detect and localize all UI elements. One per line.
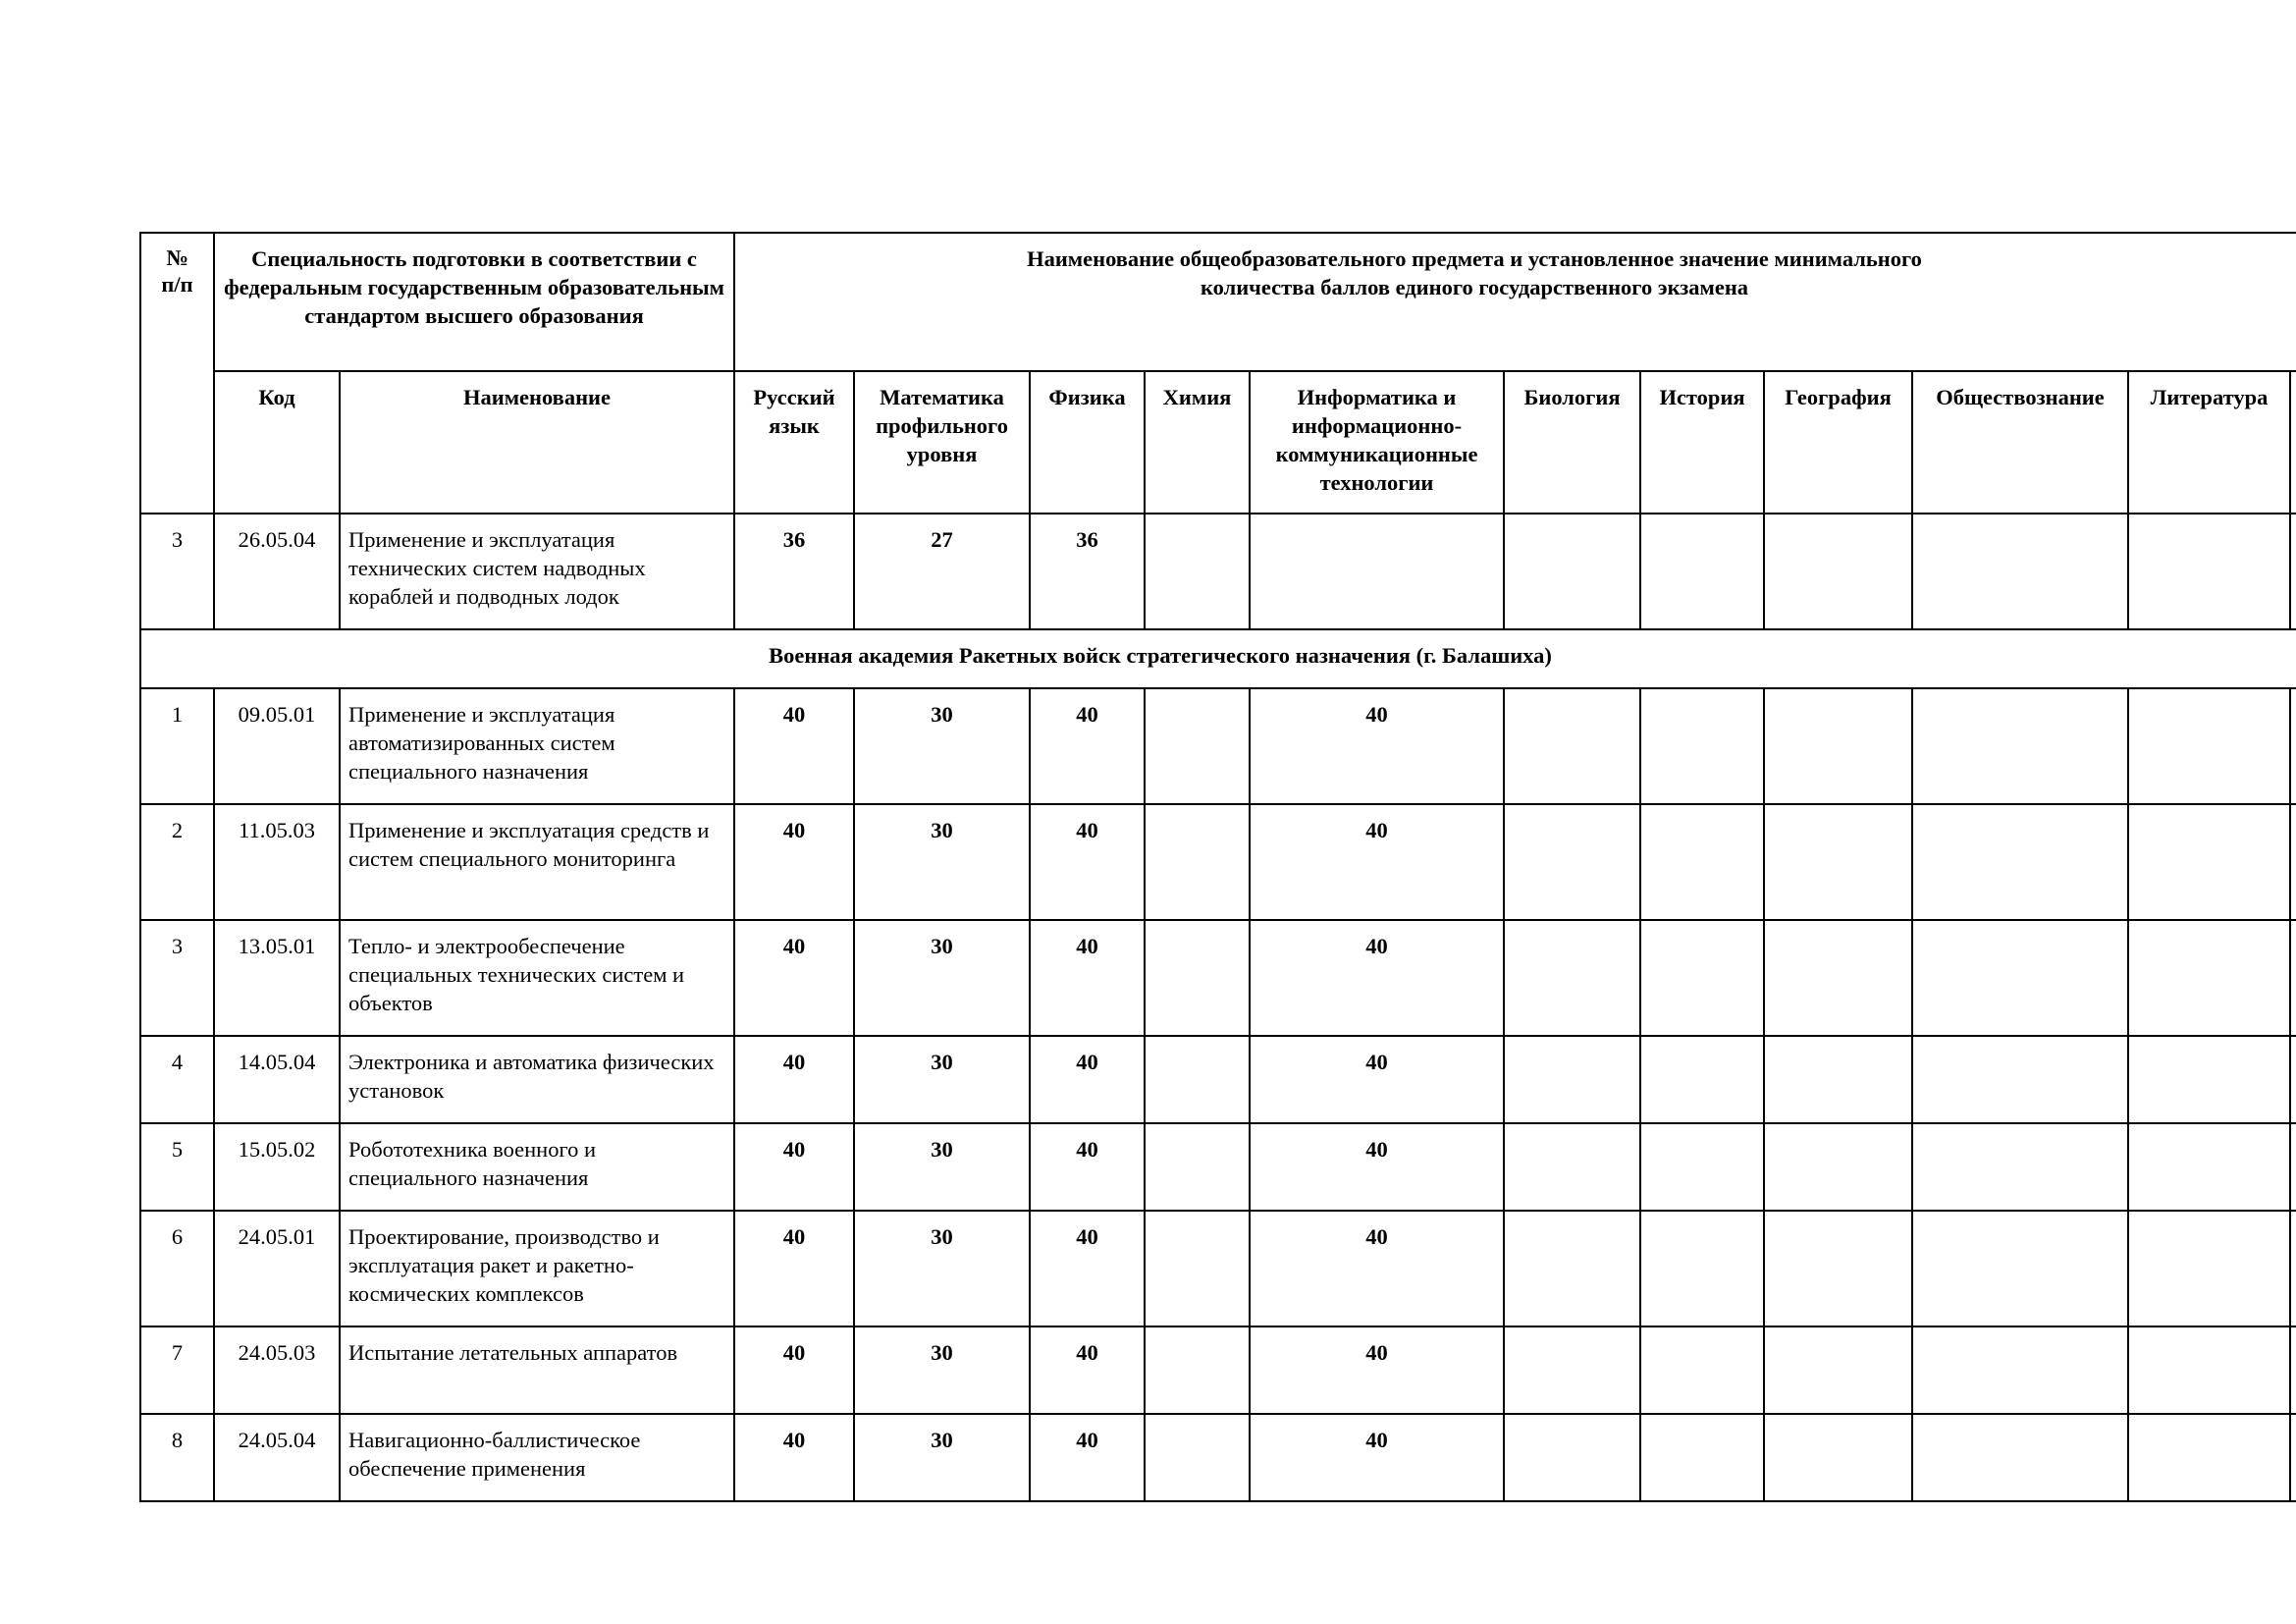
exam-requirements-table: [139, 232, 2296, 1502]
min-score-cell: 30: [854, 1036, 1030, 1123]
subject-header-overflow: [2290, 371, 2296, 514]
overflow-cell: [2290, 1414, 2296, 1501]
header-row-top: [140, 233, 2296, 371]
min-score-cell: 40: [1250, 920, 1504, 1036]
row-number: 7: [140, 1326, 214, 1414]
number-column-header: [140, 233, 214, 514]
min-score-cell: [1504, 688, 1640, 804]
min-score-cell: 30: [854, 688, 1030, 804]
min-score-cell: [1145, 1211, 1250, 1326]
overflow-cell: [2290, 920, 2296, 1036]
min-score-cell: [1145, 688, 1250, 804]
min-score-cell: 36: [734, 514, 854, 629]
overflow-cell: [2290, 1036, 2296, 1123]
specialty-code: 13.05.01: [214, 920, 340, 1036]
specialty-name: Применение и эксплуатация средств и систем специального мониторинга: [340, 804, 734, 920]
min-score-cell: [1640, 1211, 1764, 1326]
subject-header: Литература: [2128, 371, 2290, 514]
min-score-cell: [2128, 1326, 2290, 1414]
subjects-group-header: [734, 233, 2296, 371]
min-score-cell: 40: [1250, 688, 1504, 804]
subject-header: Биология: [1504, 371, 1640, 514]
min-score-cell: [1764, 1123, 1912, 1211]
min-score-cell: [1912, 688, 2128, 804]
min-score-cell: [1912, 1326, 2128, 1414]
min-score-cell: [1764, 1414, 1912, 1501]
row-number: 5: [140, 1123, 214, 1211]
min-score-cell: 40: [1250, 1326, 1504, 1414]
overflow-cell: [2290, 1211, 2296, 1326]
specialty-name: Применение и эксплуатация автоматизированных систем специального назначения: [340, 688, 734, 804]
min-score-cell: 40: [1030, 688, 1145, 804]
specialty-code: 15.05.02: [214, 1123, 340, 1211]
row-number: 3: [140, 514, 214, 629]
min-score-cell: 40: [734, 1414, 854, 1501]
subject-header: Математика профильного уровня: [854, 371, 1030, 514]
overflow-cell: [2290, 1326, 2296, 1414]
subject-header: Химия: [1145, 371, 1250, 514]
min-score-cell: 40: [1250, 804, 1504, 920]
min-score-cell: 40: [734, 1123, 854, 1211]
name-column-header: Наименование: [340, 371, 734, 514]
min-score-cell: [1504, 1123, 1640, 1211]
min-score-cell: [1145, 1326, 1250, 1414]
min-score-cell: 40: [1030, 1414, 1145, 1501]
min-score-cell: [1764, 1211, 1912, 1326]
min-score-cell: [1504, 1326, 1640, 1414]
subject-header: Обществознание: [1912, 371, 2128, 514]
row-number: 6: [140, 1211, 214, 1326]
section-title: [140, 629, 2296, 688]
specialty-name: Робототехника военного и специального назначения: [340, 1123, 734, 1211]
min-score-cell: 30: [854, 920, 1030, 1036]
min-score-cell: [1640, 804, 1764, 920]
min-score-cell: [1640, 920, 1764, 1036]
min-score-cell: 40: [1030, 1211, 1145, 1326]
min-score-cell: 40: [734, 1036, 854, 1123]
overflow-cell: [2290, 1123, 2296, 1211]
min-score-cell: [1504, 920, 1640, 1036]
min-score-cell: [1764, 688, 1912, 804]
min-score-cell: [1504, 804, 1640, 920]
row-number: 1: [140, 688, 214, 804]
min-score-cell: 30: [854, 804, 1030, 920]
min-score-cell: [1764, 1036, 1912, 1123]
min-score-cell: [1250, 514, 1504, 629]
subjects-group-header-text: Наименование общеобразовательного предмета и установленное значение минимального количества баллов единого государственного экзамена: [1027, 246, 1922, 299]
specialty-code: 09.05.01: [214, 688, 340, 804]
min-score-cell: [1640, 1123, 1764, 1211]
table-row: [140, 804, 2296, 920]
overflow-cell: [2290, 804, 2296, 920]
specialty-name: Навигационно-баллистическое обеспечение применения: [340, 1414, 734, 1501]
subject-header: География: [1764, 371, 1912, 514]
section-row: [140, 629, 2296, 688]
min-score-cell: [1640, 1036, 1764, 1123]
min-score-cell: [2128, 920, 2290, 1036]
table-row: [140, 1123, 2296, 1211]
min-score-cell: 40: [734, 688, 854, 804]
specialty-name: Испытание летательных аппаратов: [340, 1326, 734, 1414]
table-row: [140, 514, 2296, 629]
specialty-name: Проектирование, производство и эксплуатация ракет и ракетно-космических комплексов: [340, 1211, 734, 1326]
min-score-cell: 40: [734, 804, 854, 920]
min-score-cell: [1640, 688, 1764, 804]
specialty-name: Применение и эксплуатация технических систем надводных кораблей и подводных лодок: [340, 514, 734, 629]
specialty-code: 24.05.01: [214, 1211, 340, 1326]
min-score-cell: 40: [1030, 804, 1145, 920]
row-number: 3: [140, 920, 214, 1036]
min-score-cell: [2128, 1036, 2290, 1123]
subject-header: Русский язык: [734, 371, 854, 514]
min-score-cell: 30: [854, 1414, 1030, 1501]
min-score-cell: [2128, 1414, 2290, 1501]
specialty-name: Тепло- и электрообеспечение специальных технических систем и объектов: [340, 920, 734, 1036]
min-score-cell: [2128, 804, 2290, 920]
number-header-symbol: №: [166, 245, 188, 270]
min-score-cell: 40: [1250, 1211, 1504, 1326]
min-score-cell: 30: [854, 1326, 1030, 1414]
min-score-cell: 40: [734, 920, 854, 1036]
min-score-cell: [1912, 1123, 2128, 1211]
overflow-cell: [2290, 688, 2296, 804]
subject-header: Информатика и информационно-коммуникационные технологии: [1250, 371, 1504, 514]
table-body: [140, 514, 2296, 1501]
table-row: [140, 1211, 2296, 1326]
min-score-cell: 40: [1030, 920, 1145, 1036]
row-number: 4: [140, 1036, 214, 1123]
min-score-cell: [1640, 514, 1764, 629]
specialty-code: 14.05.04: [214, 1036, 340, 1123]
table-row: [140, 1036, 2296, 1123]
min-score-cell: [1145, 920, 1250, 1036]
min-score-cell: [1764, 804, 1912, 920]
code-column-header: Код: [214, 371, 340, 514]
min-score-cell: 27: [854, 514, 1030, 629]
min-score-cell: [1504, 1211, 1640, 1326]
min-score-cell: 40: [1250, 1414, 1504, 1501]
specialty-code: 11.05.03: [214, 804, 340, 920]
row-number: 2: [140, 804, 214, 920]
min-score-cell: [1764, 1326, 1912, 1414]
specialty-code: 24.05.03: [214, 1326, 340, 1414]
min-score-cell: [1640, 1414, 1764, 1501]
table-row: [140, 920, 2296, 1036]
header-row-sub: [140, 371, 2296, 514]
number-header-abbrev: п/п: [161, 272, 193, 297]
min-score-cell: [1764, 514, 1912, 629]
min-score-cell: [1504, 1036, 1640, 1123]
min-score-cell: 40: [1250, 1123, 1504, 1211]
section-title-text: Военная академия Ракетных войск стратегического назначения (г. Балашиха): [769, 643, 1552, 668]
subject-header: История: [1640, 371, 1764, 514]
min-score-cell: 40: [1030, 1326, 1145, 1414]
min-score-cell: [1912, 514, 2128, 629]
row-number: 8: [140, 1414, 214, 1501]
table-row: [140, 1414, 2296, 1501]
subject-header: Физика: [1030, 371, 1145, 514]
min-score-cell: [1145, 1036, 1250, 1123]
min-score-cell: 40: [734, 1211, 854, 1326]
specialty-name: Электроника и автоматика физических установок: [340, 1036, 734, 1123]
min-score-cell: [1912, 1211, 2128, 1326]
table-row: [140, 688, 2296, 804]
min-score-cell: [1912, 804, 2128, 920]
min-score-cell: [1912, 1036, 2128, 1123]
min-score-cell: [1145, 514, 1250, 629]
min-score-cell: 40: [1030, 1123, 1145, 1211]
min-score-cell: 36: [1030, 514, 1145, 629]
min-score-cell: 30: [854, 1123, 1030, 1211]
min-score-cell: [2128, 514, 2290, 629]
specialty-code: 24.05.04: [214, 1414, 340, 1501]
table-row: [140, 1326, 2296, 1414]
min-score-cell: [2128, 1123, 2290, 1211]
min-score-cell: 30: [854, 1211, 1030, 1326]
min-score-cell: 40: [734, 1326, 854, 1414]
min-score-cell: [1640, 1326, 1764, 1414]
specialty-code: 26.05.04: [214, 514, 340, 629]
min-score-cell: [2128, 688, 2290, 804]
min-score-cell: [1504, 1414, 1640, 1501]
min-score-cell: 40: [1250, 1036, 1504, 1123]
min-score-cell: [1504, 514, 1640, 629]
min-score-cell: [1145, 1123, 1250, 1211]
specialty-group-header: Специальность подготовки в соответствии с федеральным государственным образовательным стандартом высшего образования: [214, 233, 734, 371]
min-score-cell: [1764, 920, 1912, 1036]
min-score-cell: [2128, 1211, 2290, 1326]
min-score-cell: [1145, 1414, 1250, 1501]
min-score-cell: [1145, 804, 1250, 920]
min-score-cell: [1912, 1414, 2128, 1501]
min-score-cell: [1912, 920, 2128, 1036]
overflow-cell: [2290, 514, 2296, 629]
min-score-cell: 40: [1030, 1036, 1145, 1123]
